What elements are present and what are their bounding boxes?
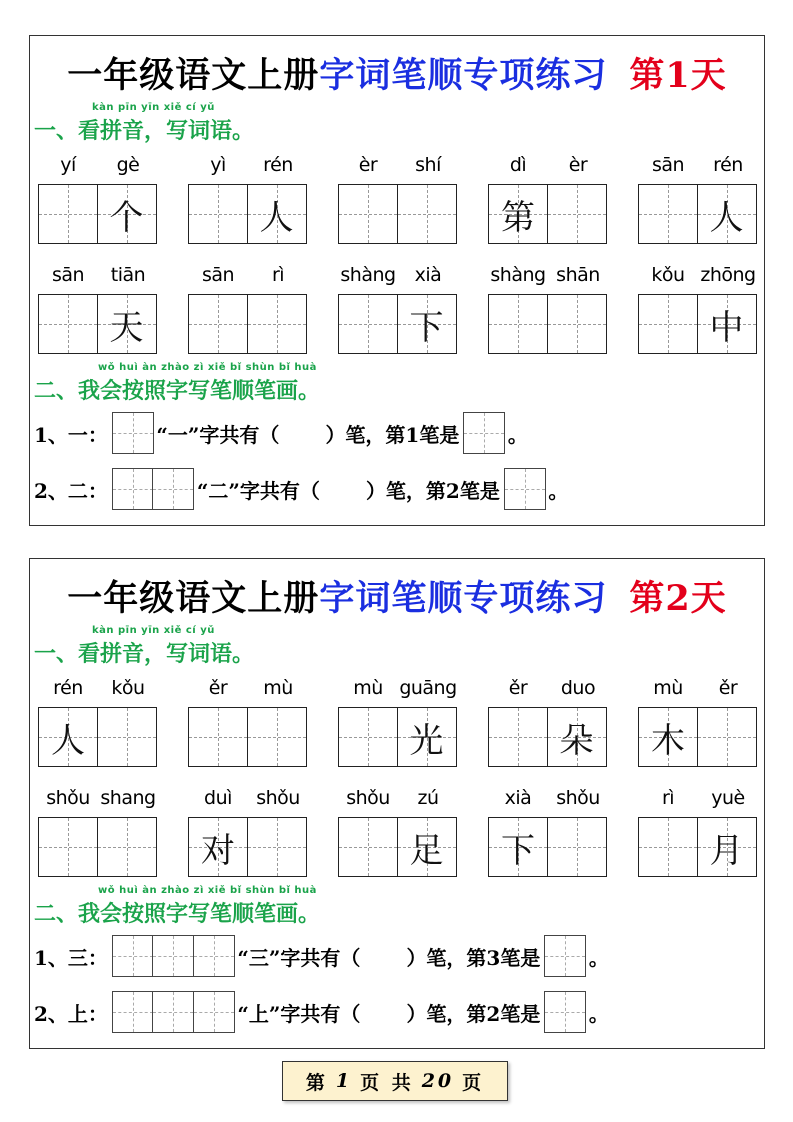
box-character [639,295,697,353]
question-text-b: ）笔，第1笔是 [325,422,460,447]
tianzige-pair [488,817,605,877]
question-prefix: 2、二： [34,478,108,503]
stroke-box[interactable] [112,935,154,977]
box-character [189,295,247,353]
stroke-question [34,991,609,1033]
box-character [39,295,97,353]
tianzige-pair [38,707,155,767]
tianzige-box[interactable] [488,184,548,244]
title-topic: 字词笔顺专项练习 [319,578,608,619]
pinyin-row [338,154,458,178]
box-character [548,818,606,876]
pinyin-syllable: shàng [340,264,396,286]
stroke-box[interactable] [504,468,546,510]
stroke-box[interactable] [544,991,586,1033]
pinyin-row [38,154,158,178]
stroke-question [34,412,528,454]
tianzige-box[interactable] [97,294,157,354]
tianzige-box[interactable] [488,707,548,767]
stroke-box[interactable] [544,935,586,977]
section1-heading: 一、看拼音，写词语。 [34,118,255,144]
pinyin-row [188,677,308,701]
box-character [98,818,156,876]
pinyin-syllable: kǒu [111,677,145,699]
worksheet-day-2 [29,558,765,1049]
pinyin-syllable: duo [560,677,596,699]
box-character [339,818,397,876]
question-end: 。 [548,478,569,503]
stroke-writing-boxes [112,468,193,510]
stroke-question [34,468,568,510]
pinyin-row [38,264,158,288]
question-text-a: “二”字共有（ [196,478,320,503]
box-character: 第 [501,197,535,238]
stroke-box[interactable] [193,935,235,977]
box-character [189,708,247,766]
tianzige-pair [38,817,155,877]
pinyin-syllable: rén [53,677,83,699]
box-character [339,708,397,766]
tianzige-pair [488,184,605,244]
tianzige-pair [638,707,755,767]
box-character [639,818,697,876]
question-end: 。 [507,422,528,447]
pinyin-syllable: zú [417,787,439,809]
worksheet-title [30,571,764,621]
tianzige-pair [338,817,455,877]
pinyin-syllable: èr [358,154,378,176]
section1-pinyin: kàn pīn yīn xiě cí yǔ [92,625,215,636]
tianzige-box[interactable] [697,817,757,877]
page-label-mid: 页 共 [360,1071,414,1094]
pinyin-syllable: shǒu [46,787,90,809]
page-label-post: 页 [462,1071,485,1094]
box-character [639,185,697,243]
tianzige-box[interactable] [97,817,157,877]
question-prefix: 2、上： [34,1001,108,1026]
pinyin-syllable: ěr [508,677,528,699]
question-text-a: “一”字共有（ [156,422,280,447]
pinyin-syllable: shǒu [556,787,600,809]
tianzige-box[interactable] [188,707,248,767]
section2-heading: 二、我会按照字写笔顺笔画。 [34,378,321,404]
tianzige-pair [38,294,155,354]
pinyin-syllable: shǒu [346,787,390,809]
tianzige-box[interactable] [338,184,398,244]
pinyin-row [188,154,308,178]
tianzige-box[interactable] [638,184,698,244]
tianzige-box[interactable] [397,184,457,244]
pinyin-row [488,264,608,288]
question-prefix: 1、三： [34,945,108,970]
tianzige-box[interactable] [697,184,757,244]
pinyin-syllable: rén [713,154,743,176]
box-character [39,818,97,876]
stroke-box[interactable] [152,991,194,1033]
box-character: 对 [201,830,235,871]
tianzige-box[interactable] [247,294,307,354]
pinyin-syllable: ěr [718,677,738,699]
tianzige-box[interactable] [638,817,698,877]
stroke-answer-box [463,412,504,454]
box-character [548,295,606,353]
tianzige-box[interactable] [247,184,307,244]
tianzige-pair [38,184,155,244]
pinyin-syllable: dì [509,154,527,176]
pinyin-syllable: rén [263,154,293,176]
tianzige-box[interactable] [38,294,98,354]
section2-pinyin: wǒ huì àn zhào zì xiě bǐ shùn bǐ huà [98,885,317,896]
pinyin-syllable: zhōng [700,264,756,286]
box-character: 下 [409,307,444,348]
box-character [339,295,397,353]
tianzige-pair [188,294,305,354]
tianzige-box[interactable] [247,707,307,767]
pinyin-syllable: duì [204,787,232,809]
tianzige-box[interactable] [188,817,248,877]
title-topic: 字词笔顺专项练习 [319,55,608,96]
box-character: 天 [109,307,144,348]
question-text-a: “三”字共有（ [237,945,361,970]
tianzige-pair [638,184,755,244]
box-character [489,295,547,353]
tianzige-pair [338,184,455,244]
pinyin-syllable: shí [415,154,441,176]
pinyin-row [638,677,758,701]
section2-heading: 二、我会按照字写笔顺笔画。 [34,901,321,927]
box-character [398,185,456,243]
pinyin-syllable: mù [653,677,683,699]
tianzige-box[interactable] [488,294,548,354]
tianzige-box[interactable] [547,817,607,877]
box-character: 光 [409,720,444,761]
tianzige-box[interactable] [547,294,607,354]
pinyin-syllable: ěr [208,677,228,699]
question-end: 。 [588,945,609,970]
stroke-writing-boxes [112,991,234,1033]
box-character: 朵 [559,720,594,761]
pinyin-syllable: rì [271,264,285,286]
tianzige-box[interactable] [547,184,607,244]
stroke-question [34,935,609,977]
box-character: 人 [51,720,85,761]
section1-heading: 一、看拼音，写词语。 [34,641,255,667]
pinyin-row [338,677,458,701]
tianzige-pair [188,707,305,767]
stroke-box[interactable] [193,991,235,1033]
section1-pinyin: kàn pīn yīn xiě cí yǔ [92,102,215,113]
pinyin-syllable: sān [201,264,235,286]
stroke-box[interactable] [152,468,194,510]
tianzige-box[interactable] [547,707,607,767]
stroke-writing-boxes [112,412,153,454]
tianzige-pair [338,294,455,354]
box-character [248,708,306,766]
pinyin-syllable: shān [556,264,600,286]
pinyin-row [188,264,308,288]
box-character: 月 [709,830,744,871]
tianzige-box[interactable] [697,707,757,767]
box-character: 个 [109,197,144,238]
box-character: 下 [501,830,535,871]
box-character [548,185,606,243]
page-current: 1 [335,1070,353,1092]
box-character [189,185,247,243]
tianzige-pair [188,817,305,877]
tianzige-box[interactable] [397,707,457,767]
pinyin-syllable: èr [568,154,588,176]
tianzige-box[interactable] [38,184,98,244]
box-character [39,185,97,243]
pinyin-row [638,264,758,288]
box-character: 足 [409,830,444,871]
tianzige-box[interactable] [338,817,398,877]
box-character: 中 [709,307,744,348]
box-character [248,295,306,353]
stroke-box[interactable] [112,412,154,454]
pinyin-syllable: yì [210,154,226,176]
tianzige-pair [638,817,755,877]
question-text-b: ）笔，第3笔是 [406,945,541,970]
pinyin-syllable: xià [504,787,532,809]
tianzige-pair [338,707,455,767]
pinyin-row [338,787,458,811]
tianzige-box[interactable] [638,294,698,354]
title-grade: 一年级语文上册 [67,578,320,619]
pinyin-syllable: sān [651,154,685,176]
tianzige-box[interactable] [38,707,98,767]
question-text-b: ）笔，第2笔是 [406,1001,541,1026]
tianzige-pair [638,294,755,354]
box-character: 人 [259,197,294,238]
tianzige-pair [488,294,605,354]
tianzige-box[interactable] [488,817,548,877]
box-character: 木 [651,720,685,761]
box-character [698,708,756,766]
pinyin-syllable: kǒu [651,264,685,286]
worksheet-day-1 [29,35,765,526]
question-end: 。 [588,1001,609,1026]
stroke-box[interactable] [112,991,154,1033]
section2-pinyin: wǒ huì àn zhào zì xiě bǐ shùn bǐ huà [98,362,317,373]
title-day: 第2天 [629,578,727,619]
pinyin-row [488,677,608,701]
page-total: 20 [421,1070,455,1092]
tianzige-box[interactable] [188,294,248,354]
pinyin-row [188,787,308,811]
pinyin-syllable: mù [263,677,293,699]
stroke-answer-box [544,935,585,977]
tianzige-box[interactable] [397,817,457,877]
stroke-box[interactable] [112,468,154,510]
pinyin-syllable: tiān [110,264,146,286]
stroke-box[interactable] [463,412,505,454]
page-label-pre: 第 [305,1071,328,1094]
tianzige-box[interactable] [697,294,757,354]
pinyin-syllable: mù [353,677,383,699]
pinyin-syllable: rì [661,787,675,809]
tianzige-box[interactable] [38,817,98,877]
stroke-box[interactable] [152,935,194,977]
pinyin-row [38,787,158,811]
pinyin-syllable: guāng [399,677,457,699]
pinyin-syllable: sān [51,264,85,286]
box-character [98,708,156,766]
question-text-b: ）笔，第2笔是 [365,478,500,503]
tianzige-box[interactable] [97,707,157,767]
tianzige-pair [188,184,305,244]
tianzige-pair [488,707,605,767]
pinyin-syllable: shang [100,787,156,809]
pinyin-syllable: shǒu [256,787,300,809]
box-character [489,708,547,766]
box-character [248,818,306,876]
pinyin-row [488,154,608,178]
tianzige-box[interactable] [247,817,307,877]
pinyin-row [638,787,758,811]
tianzige-box[interactable] [97,184,157,244]
tianzige-box[interactable] [188,184,248,244]
tianzige-box[interactable] [338,707,398,767]
tianzige-box[interactable] [338,294,398,354]
pinyin-row [38,677,158,701]
question-text-a: “上”字共有（ [237,1001,361,1026]
box-character [339,185,397,243]
pinyin-syllable: yí [60,154,76,176]
stroke-answer-box [504,468,545,510]
stroke-writing-boxes [112,935,234,977]
question-prefix: 1、一： [34,422,108,447]
page-indicator [282,1061,508,1101]
title-grade: 一年级语文上册 [67,55,320,96]
box-character: 人 [709,197,744,238]
stroke-answer-box [544,991,585,1033]
pinyin-syllable: shàng [490,264,546,286]
tianzige-box[interactable] [638,707,698,767]
tianzige-box[interactable] [397,294,457,354]
pinyin-syllable: yuè [711,787,745,809]
pinyin-row [638,154,758,178]
pinyin-row [338,264,458,288]
title-day: 第1天 [629,55,727,96]
pinyin-syllable: xià [414,264,442,286]
worksheet-title [30,48,764,98]
pinyin-row [488,787,608,811]
pinyin-syllable: gè [116,154,140,176]
